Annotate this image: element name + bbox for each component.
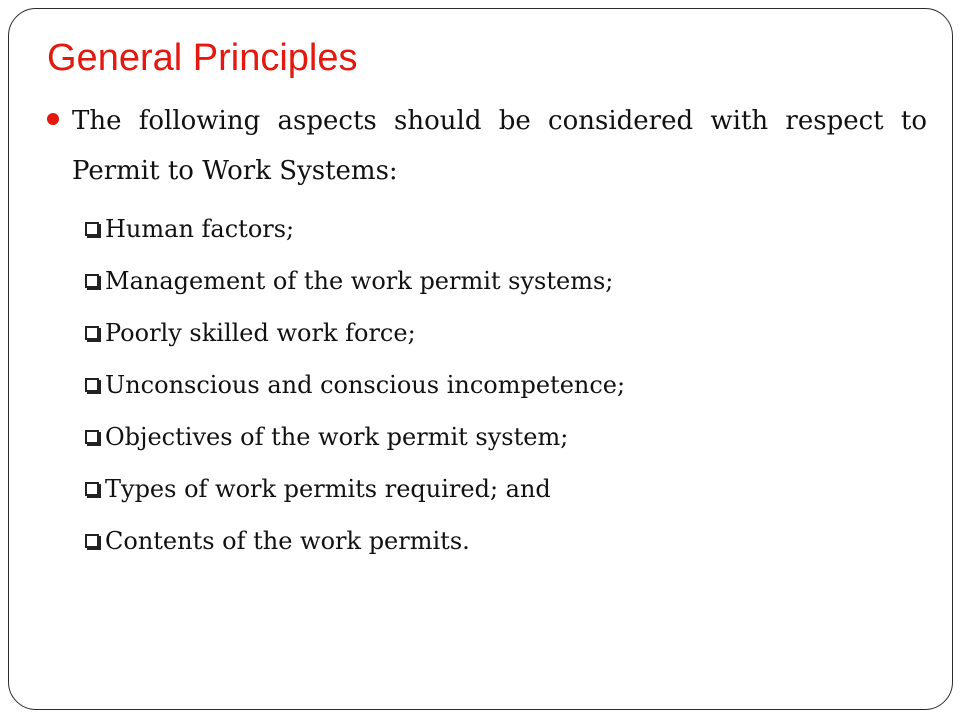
checkbox-bullet-icon — [85, 430, 99, 444]
list-item-text: Poorly skilled work force; — [105, 319, 416, 347]
list-item-text: Types of work permits required; and — [105, 475, 551, 503]
list-item — [85, 463, 625, 515]
sub-bullet-list — [85, 203, 625, 567]
checkbox-bullet-icon — [85, 378, 99, 392]
slide — [8, 8, 953, 710]
list-item-text: Unconscious and conscious incompetence; — [105, 371, 626, 399]
bullet-dot-icon — [47, 113, 59, 125]
checkbox-bullet-icon — [85, 534, 99, 548]
checkbox-bullet-icon — [85, 482, 99, 496]
main-bullet-point — [47, 96, 927, 196]
list-item-text: Contents of the work permits. — [105, 527, 470, 555]
list-item — [85, 203, 625, 255]
list-item-text: Human factors; — [105, 215, 295, 243]
list-item — [85, 359, 625, 411]
main-bullet-text: The following aspects should be considered with respect to Permit to Work Systems: — [72, 106, 927, 186]
list-item — [85, 515, 625, 567]
checkbox-bullet-icon — [85, 274, 99, 288]
slide-title: General Principles — [47, 37, 358, 79]
list-item — [85, 411, 625, 463]
list-item — [85, 255, 625, 307]
checkbox-bullet-icon — [85, 222, 99, 236]
list-item-text: Management of the work permit systems; — [105, 267, 614, 295]
checkbox-bullet-icon — [85, 326, 99, 340]
list-item — [85, 307, 625, 359]
list-item-text: Objectives of the work permit system; — [105, 423, 569, 451]
